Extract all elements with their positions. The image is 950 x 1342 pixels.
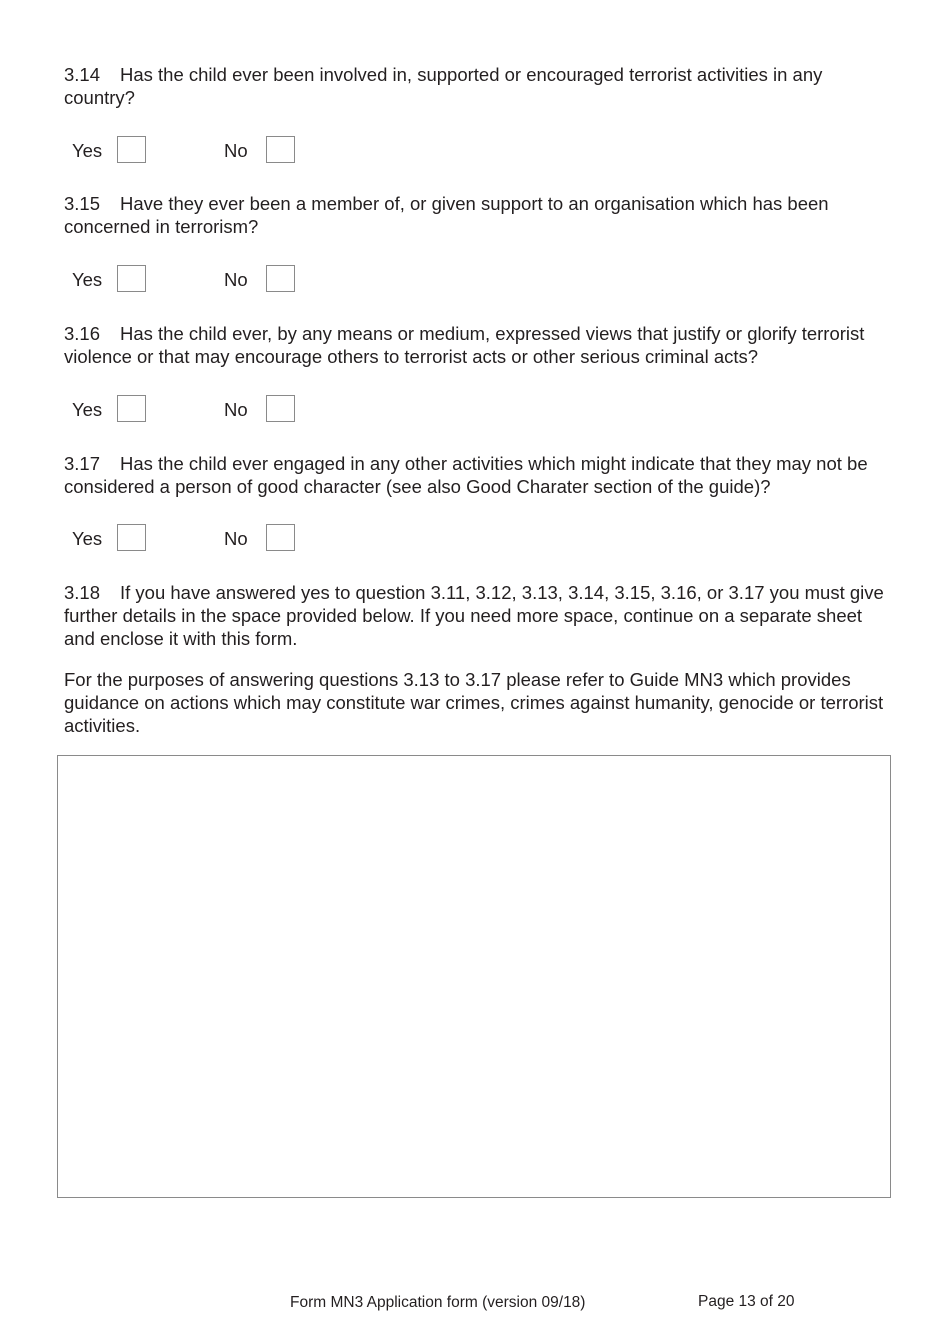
question-text: If you have answered yes to question 3.11, 3.12, 3.13, 3.14, 3.15, 3.16, or 3.17 you must give further details in the space provided below. If you need more space, continue on a separate sheet and enclose it with this form. bbox=[64, 582, 884, 649]
question-number: 3.16 bbox=[64, 323, 101, 344]
yes-checkbox-3-14[interactable] bbox=[117, 136, 146, 163]
no-label: No bbox=[224, 269, 248, 290]
no-label: No bbox=[224, 528, 248, 549]
question-text: Has the child ever, by any means or medium, expressed views that justify or glorify terrorist violence or that may encourage others to terrorist acts or other serious criminal acts? bbox=[64, 323, 865, 367]
guidance-paragraph: For the purposes of answering questions 3.13 to 3.17 please refer to Guide MN3 which provides guidance on actions which may constitute war crimes, crimes against humanity, genocide or terrorist activities. bbox=[64, 669, 884, 736]
no-label: No bbox=[224, 140, 248, 161]
yes-checkbox-3-17[interactable] bbox=[117, 524, 146, 551]
no-checkbox-3-17[interactable] bbox=[266, 524, 295, 551]
no-label: No bbox=[224, 399, 248, 420]
yes-checkbox-3-16[interactable] bbox=[117, 395, 146, 422]
footer-form-name: Form MN3 Application form (version 09/18) bbox=[290, 1294, 586, 1311]
question-3-17 bbox=[64, 452, 894, 498]
yes-label: Yes bbox=[72, 528, 103, 549]
question-text: Has the child ever engaged in any other activities which might indicate that they may not be considered a person of good character (see also Good Charater section of the guide)? bbox=[64, 453, 868, 497]
no-checkbox-3-14[interactable] bbox=[266, 136, 295, 163]
no-checkbox-3-15[interactable] bbox=[266, 265, 295, 292]
yes-label: Yes bbox=[72, 269, 103, 290]
yes-checkbox-3-15[interactable] bbox=[117, 265, 146, 292]
question-number: 3.17 bbox=[64, 453, 101, 474]
yes-label: Yes bbox=[72, 399, 103, 420]
further-details-textarea[interactable] bbox=[57, 755, 891, 1198]
question-number: 3.15 bbox=[64, 193, 101, 214]
question-3-18 bbox=[64, 581, 894, 650]
no-checkbox-3-16[interactable] bbox=[266, 395, 295, 422]
question-text: Has the child ever been involved in, supported or encouraged terrorist activities in any country? bbox=[64, 64, 823, 108]
yes-label: Yes bbox=[72, 140, 103, 161]
question-3-14 bbox=[64, 63, 894, 109]
question-3-16 bbox=[64, 322, 894, 368]
question-3-15 bbox=[64, 192, 894, 238]
question-number: 3.14 bbox=[64, 64, 101, 85]
footer-page-number: Page 13 of 20 bbox=[698, 1293, 795, 1310]
question-text: Have they ever been a member of, or given support to an organisation which has been concerned in terrorism? bbox=[64, 193, 829, 237]
question-number: 3.18 bbox=[64, 582, 101, 603]
